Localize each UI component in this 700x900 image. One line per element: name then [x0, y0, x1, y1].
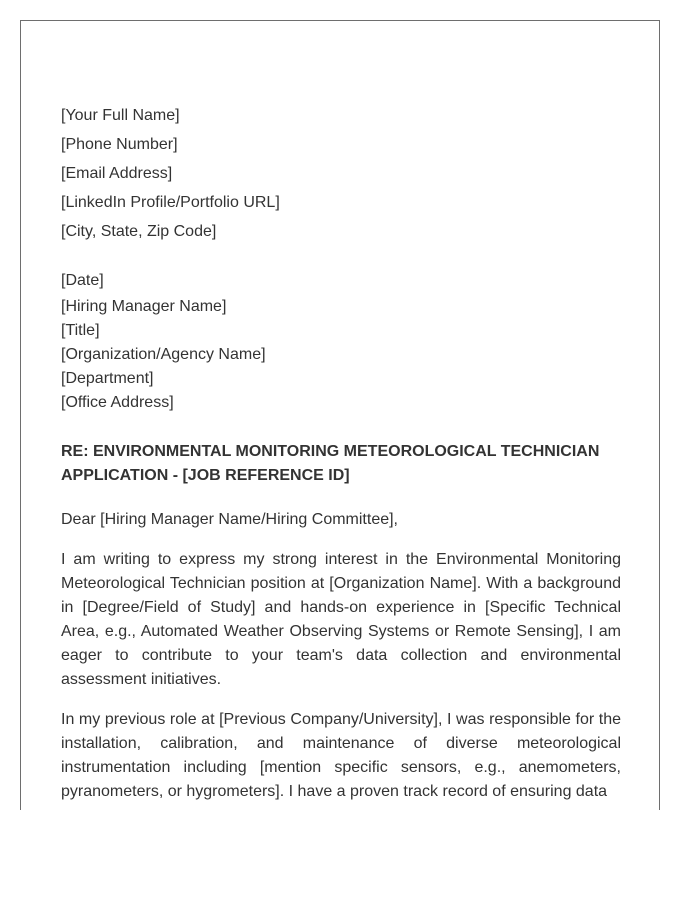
recipient-organization: [Organization/Agency Name]: [61, 346, 266, 363]
sender-phone: [Phone Number]: [61, 136, 178, 153]
recipient-name: [Hiring Manager Name]: [61, 298, 227, 315]
recipient-department: [Department]: [61, 370, 154, 387]
recipient-address: [Office Address]: [61, 394, 174, 411]
sender-email: [Email Address]: [61, 165, 173, 182]
recipient-title: [Title]: [61, 322, 100, 339]
letter-page: [20, 20, 660, 810]
sender-linkedin: [LinkedIn Profile/Portfolio URL]: [61, 194, 280, 211]
letter-content: [61, 101, 621, 810]
letter-date: [Date]: [61, 272, 104, 289]
body-paragraph-1: I am writing to express my strong interest in the Environmental Monitoring Meteorological Technician position at [Organization Name]. With a background in [Degree/Field of Study] and hands-on experience in [Specific Technical Area, e.g., Automated Weather Observing Systems or Remote Sensing], I am eager to contribute to your team's data collection and environmental assessment initiatives.: [61, 551, 621, 688]
subject-line: RE: ENVIRONMENTAL MONITORING METEOROLOGICAL TECHNICIAN APPLICATION - [JOB REFERENCE ID]: [61, 443, 600, 484]
sender-block: [61, 101, 621, 246]
body-paragraph-2: In my previous role at [Previous Company/University], I was responsible for the installation, calibration, and maintenance of diverse meteorological instrumentation including [mention specific sensors, e.g., anemometers, pyranometers, or hygrometers]. I have a proven track record of ensuring data: [61, 711, 621, 800]
sender-city: [City, State, Zip Code]: [61, 223, 217, 240]
recipient-block: [61, 295, 621, 415]
sender-name: [Your Full Name]: [61, 107, 180, 124]
salutation: Dear [Hiring Manager Name/Hiring Committee],: [61, 511, 398, 528]
